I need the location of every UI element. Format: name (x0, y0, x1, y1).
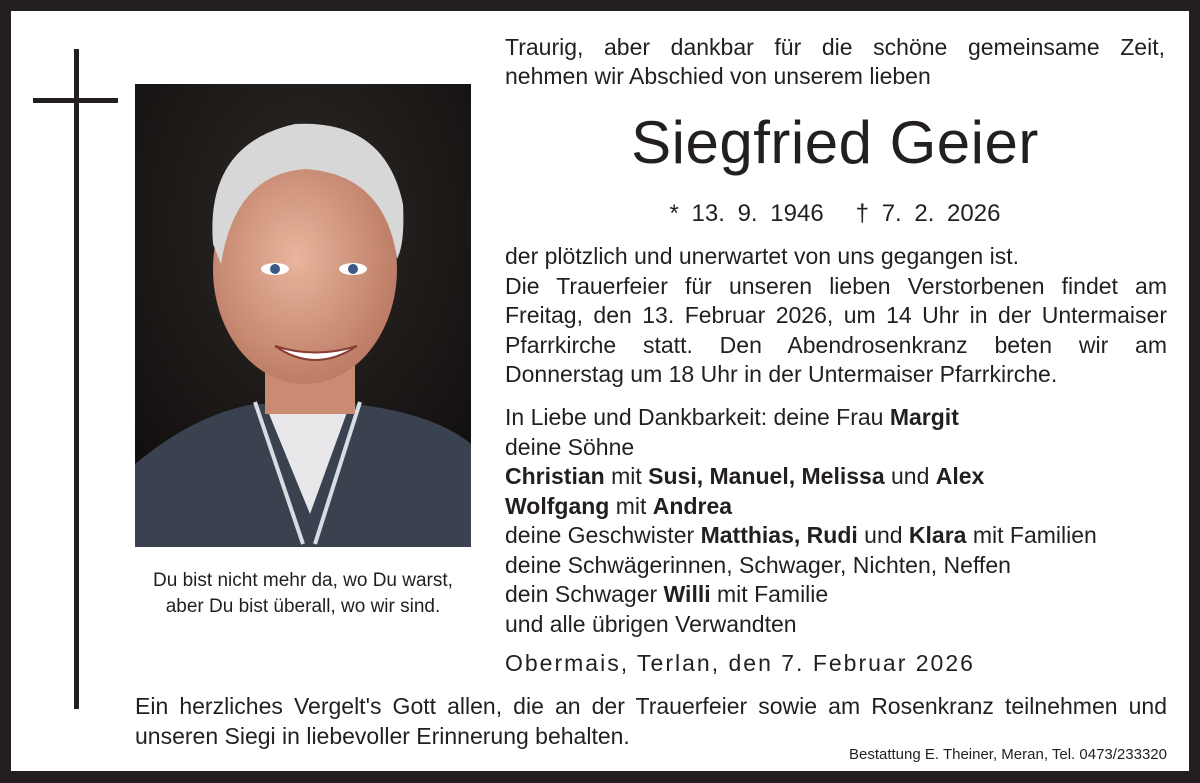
mourner-name: Andrea (652, 492, 733, 519)
text: In Liebe und Dankbarkeit: deine Frau (505, 404, 890, 430)
quote-line: aber Du bist überall, wo wir sind. (165, 596, 441, 617)
death-date: † 7. 2. 2026 (855, 200, 1001, 227)
mourner-name: Christian (505, 463, 605, 489)
text: mit Familien (966, 522, 1097, 548)
body-line: Die Trauerfeier für unseren lieben Verstorbenen findet am (505, 272, 1167, 299)
intro-line: Traurig, aber dankbar für die schöne gemeinsame Zeit, (505, 34, 1165, 60)
announcement-text (505, 242, 1167, 390)
memorial-quote (121, 568, 485, 620)
obituary-notice (11, 11, 1189, 771)
cross-icon (74, 49, 79, 709)
thanks-text (135, 691, 1167, 751)
birth-date: * 13. 9. 1946 (669, 200, 824, 227)
mourner-line (505, 521, 1167, 551)
thanks-line: unseren Siegi in liebevoller Erinnerung behalten. (135, 723, 630, 749)
text: mit (609, 492, 653, 519)
deceased-name: Siegfried Geier (631, 109, 1039, 176)
intro-text (505, 33, 1165, 91)
mourner-line (505, 403, 1167, 433)
undertaker-credit: Bestattung E. Theiner, Meran, Tel. 0473/233320 (848, 746, 1167, 763)
mourner-line: deine Söhne (505, 433, 635, 460)
text: und (857, 522, 909, 548)
text: mit Familie (710, 581, 829, 607)
mourner-name: Alex (935, 463, 985, 489)
portrait-photo (135, 84, 471, 547)
mourner-name: Susi, Manuel, Melissa (648, 463, 885, 489)
text: mit (604, 463, 649, 489)
life-dates (505, 199, 1165, 229)
quote-line: Du bist nicht mehr da, wo Du warst, (153, 570, 453, 591)
mourner-line: und alle übrigen Verwandten (505, 610, 797, 637)
place-date: Obermais, Terlan, den 7. Februar 2026 (505, 650, 975, 676)
mourner-line (505, 462, 1167, 492)
thanks-line: Ein herzliches Vergelt's Gott allen, die an der Trauerfeier sowie am Rosenkranz teilnehmen und (135, 693, 1167, 719)
mourner-name: Matthias, Rudi (700, 522, 858, 548)
mourner-line: deine Schwägerinnen, Schwager, Nichten, Neffen (505, 551, 1011, 578)
mourner-line (505, 580, 1167, 610)
body-line: Donnerstag um 18 Uhr in der Untermaiser Pfarrkirche. (505, 361, 1058, 387)
body-line: Freitag, den 13. Februar 2026, um 14 Uhr in der Untermaiser (505, 302, 1167, 328)
mourner-line (505, 492, 1167, 522)
mourner-name: Margit (889, 404, 959, 430)
cross-icon-bar (33, 98, 118, 103)
body-line: der plötzlich und unerwartet von uns gegangen ist. (505, 243, 1019, 269)
mourner-name: Willi (663, 581, 711, 607)
intro-line: nehmen wir Abschied von unserem lieben (505, 63, 931, 89)
mourners-list (505, 403, 1167, 639)
text: deine Geschwister (505, 522, 701, 548)
mourner-name: Klara (908, 522, 967, 548)
text: und (884, 463, 936, 489)
body-line: Pfarrkirche statt. Den Abendrosenkranz beten wir am (505, 331, 1167, 358)
text: dein Schwager (505, 581, 664, 607)
mourner-name: Wolfgang (505, 492, 610, 519)
